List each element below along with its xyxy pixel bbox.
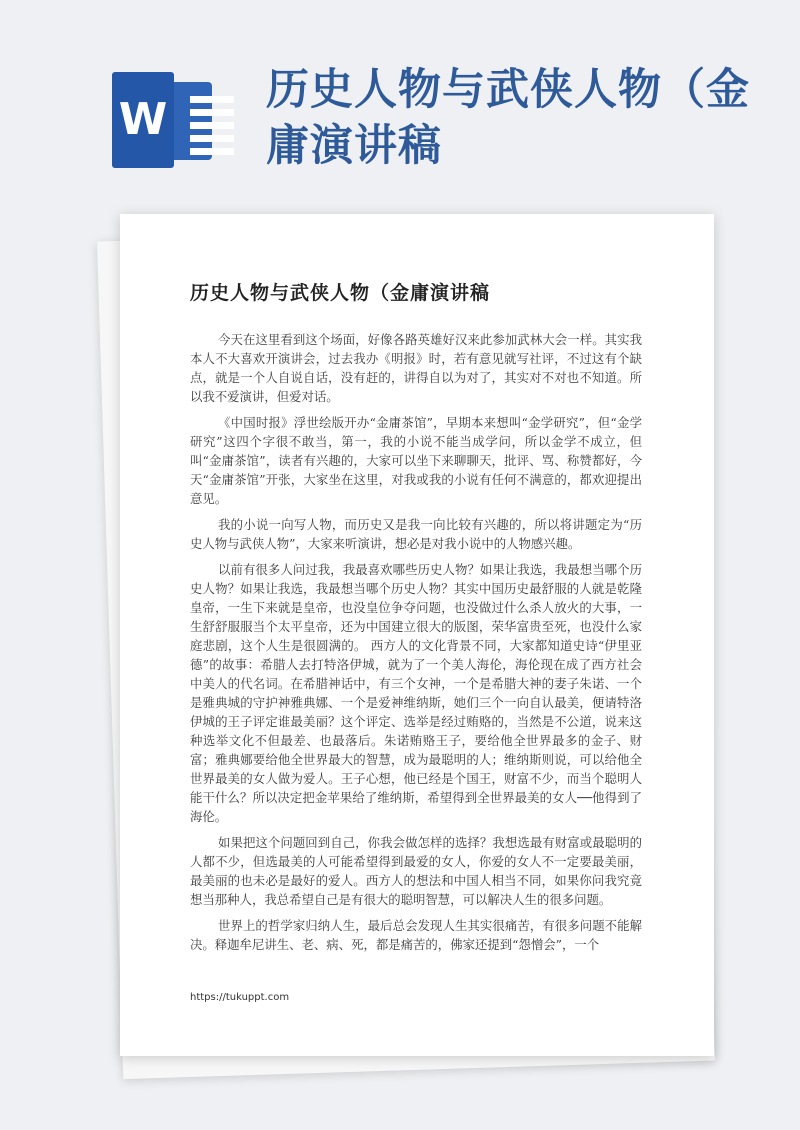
logo-line-4 xyxy=(190,135,234,142)
page-title: 历史人物与武侠人物（金庸演讲稿 xyxy=(266,65,750,171)
document-title: 历史人物与武侠人物（金庸演讲稿 xyxy=(190,282,491,304)
paragraph-5: 如果把这个问题回到自己，你我会做怎样的选择？我想选最有财富或最聪明的人都不少，但选最美的人可能希望得到最爱的女人，你爱的女人不一定要最美丽，最美丽的也未必是最好的爱人。西方人的想法和中国人相当不同，如果你问我究竟想当那种人，我总希望自己是有很大的聪明智慧，可以解决人生的很多问题。 xyxy=(190,835,642,907)
paragraph-4: 以前有很多人问过我，我最喜欢哪些历史人物？如果让我选，我最想当哪个历史人物？如果让我选，我最想当哪个历史人物？其实中国历史最舒服的人就是乾隆皇帝，一生下来就是皇帝，也没皇位争夺问题，也没做过什么杀人放火的大事，一生舒舒服服当个太平皇帝，还为中国建立很大的版图，荣华富贵至死，也没什么家庭悲剧，这个人生是很圆满的。 西方人的文化背景不同，大家都知道史诗“伊里亚德”的故事：希腊人去打特洛伊城，就为了一个美人海伦，海伦现在成了西方社会中美人的代名词。在希腊神话中，有三个女神，一个是希腊大神的妻子朱诺、一个是雅典城的守护神雅典娜、一个是爱神维纳斯，她们三个一向自认最美，便请特洛伊城的王子评定谁最美丽？这个评定、选举是经过贿赂的，当然是不公道，说来这种选举文化不但最差、也最落后。朱诺贿赂王子，要给他全世界最多的金子、财富；雅典娜要给他全世界最大的智慧，成为最聪明的人；维纳斯则说，可以给他全世界最美的女人做为爱人。王子心想，他已经是个国王，财富不少，而当个聪明人能干什么？所以决定把金苹果给了维纳斯，希望得到全世界最美的女人──他得到了海伦。 xyxy=(190,562,642,824)
word-logo-letter: W xyxy=(112,72,174,168)
paragraph-3: 我的小说一向写人物，而历史又是我一向比较有兴趣的，所以将讲题定为“历史人物与武侠人物”，大家来听演讲，想必是对我小说中的人物感兴趣。 xyxy=(190,517,642,551)
paragraph-2: 《中国时报》浮世绘版开办“金庸茶馆”，早期本来想叫“金学研究”，但“金学研究”这四个字很不敢当，第一，我的小说不能当成学问，所以金学不成立，但叫“金庸茶馆”，读者有兴趣的，大家可以坐下来聊聊天，批评、骂、称赞都好，今天“金庸茶馆”开张，大家坐在这里，对我或我的小说有任何不满意的，都欢迎提出意见。 xyxy=(190,415,642,506)
logo-line-3 xyxy=(190,122,234,129)
paragraph-6: 世界上的哲学家归纳人生，最后总会发现人生其实很痛苦，有很多问题不能解决。释迦牟尼讲生、老、病、死，都是痛苦的，佛家还提到“怨憎会”，一个 xyxy=(190,918,642,952)
logo-line-1 xyxy=(190,96,234,103)
footer-url: https://tukuppt.com xyxy=(190,992,290,1003)
document-page xyxy=(120,214,714,1056)
logo-line-2 xyxy=(190,109,234,116)
document-body xyxy=(190,330,642,961)
word-app-logo xyxy=(106,72,216,168)
logo-line-5 xyxy=(190,148,234,155)
paragraph-1: 今天在这里看到这个场面，好像各路英雄好汉来此参加武林大会一样。其实我本人不大喜欢开演讲会，过去我办《明报》时，若有意见就写社评，不过这有个缺点，就是一个人自说自话，没有赶的，讲得自以为对了，其实对不对也不知道。所以我不爱演讲，但爱对话。 xyxy=(190,332,642,404)
